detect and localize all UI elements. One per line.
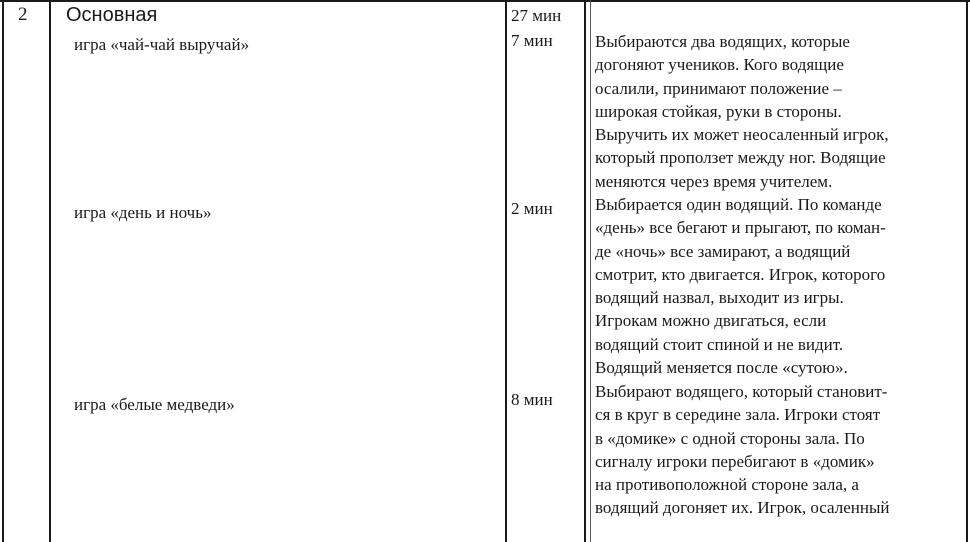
row-number: 2 bbox=[18, 4, 28, 25]
description-line: де «ночь» все замирают, а водящий bbox=[595, 241, 851, 261]
table-column-border bbox=[2, 0, 4, 542]
game-description bbox=[595, 380, 965, 520]
description-line: водящий стоит спиной и не видит. bbox=[595, 334, 844, 354]
description-line: в «домике» с одной стороны зала. По bbox=[595, 428, 865, 448]
game-name: игра «чай-чай выручай» bbox=[74, 35, 250, 54]
section-title: Основная bbox=[66, 4, 158, 26]
description-line: Выбирают водящего, который становит- bbox=[595, 382, 888, 401]
description-line: осалили, принимают положение – bbox=[595, 78, 842, 98]
description-line: ся в круг в середине зала. Игроки стоят bbox=[595, 405, 881, 425]
description-line: смотрит, кто двигается. Игрок, которого bbox=[595, 264, 886, 284]
game-time: 2 мин bbox=[511, 199, 553, 218]
description-line: сигналу игроки перебигают в «домик» bbox=[595, 451, 875, 471]
game-description bbox=[595, 30, 965, 193]
table-column-border bbox=[590, 0, 591, 542]
description-line: Выбирается один водящий. По команде bbox=[595, 195, 882, 214]
table-top-border bbox=[0, 0, 970, 2]
description-line: меняются через время учителем. bbox=[595, 171, 833, 191]
description-line: водящий назвал, выходит из игры. bbox=[595, 288, 844, 308]
description-line: догоняют учеников. Кого водящие bbox=[595, 55, 844, 75]
table-column-border bbox=[505, 0, 507, 542]
game-name: игра «белые медведи» bbox=[74, 395, 235, 414]
game-description bbox=[595, 193, 965, 379]
table-column-border bbox=[49, 0, 51, 542]
description-line: на противоположной стороне зала, а bbox=[595, 475, 859, 495]
description-line: водящий догоняет их. Игрок, осаленный bbox=[595, 498, 890, 518]
game-name: игра «день и ночь» bbox=[74, 203, 212, 222]
description-line: Выбираются два водящих, которые bbox=[595, 32, 850, 51]
description-line: Водящий меняется после «сутою». bbox=[595, 358, 848, 378]
game-time: 8 мин bbox=[511, 390, 553, 409]
table-column-border bbox=[966, 0, 968, 542]
description-line: Игрокам можно двигаться, если bbox=[595, 311, 827, 331]
description-line: «день» все бегают и прыгают, по коман- bbox=[595, 218, 886, 238]
total-time: 27 мин bbox=[511, 6, 562, 25]
description-line: Выручить их может неосаленный игрок, bbox=[595, 125, 889, 145]
game-time: 7 мин bbox=[511, 31, 553, 50]
description-line: который проползет между ног. Водящие bbox=[595, 148, 886, 168]
description-line: широкая стойкая, руки в стороны. bbox=[595, 101, 842, 121]
table-column-border bbox=[584, 0, 586, 542]
